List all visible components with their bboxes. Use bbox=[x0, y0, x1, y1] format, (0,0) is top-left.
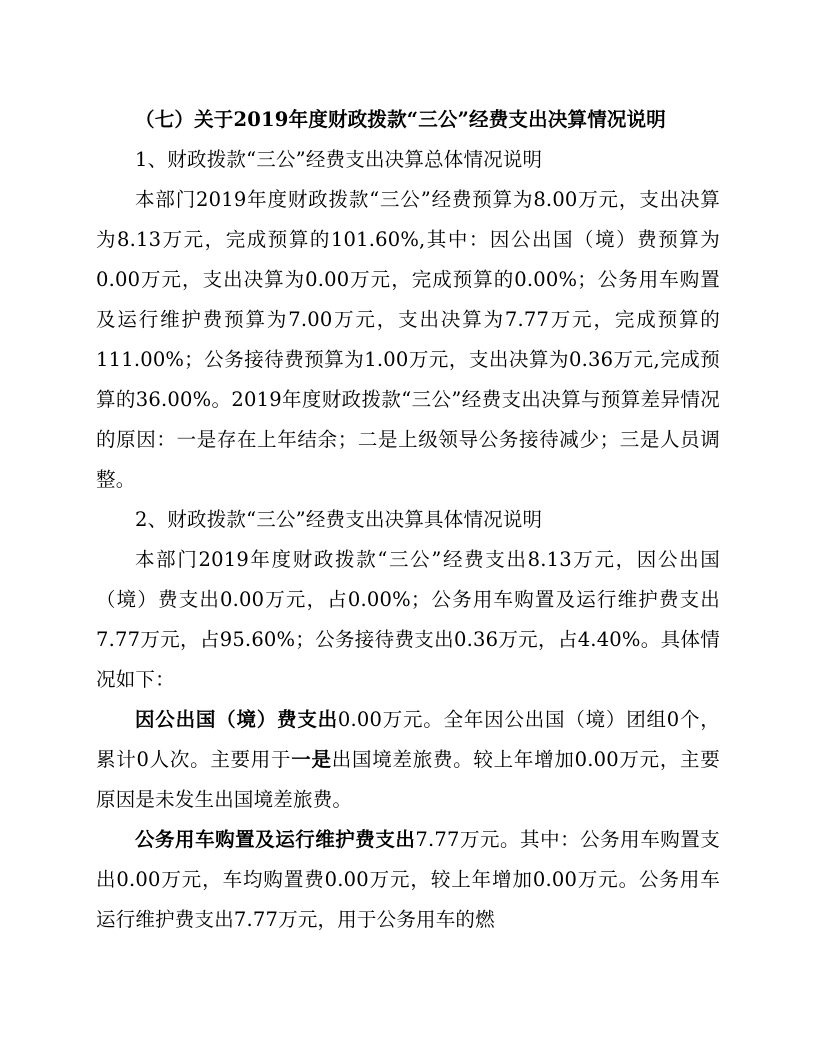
paragraph-vehicle-expense bbox=[96, 820, 720, 940]
document-body bbox=[96, 100, 720, 940]
abroad-expense-lead: 因公出国（境）费支出 bbox=[135, 708, 338, 731]
paragraph-abroad-expense bbox=[96, 700, 720, 820]
subsection-heading-2: 2、财政拨款“三公”经费支出决算具体情况说明 bbox=[135, 508, 543, 531]
abroad-expense-inline-bold: 一是 bbox=[291, 748, 332, 771]
subsection-heading-1: 1、财政拨款“三公”经费支出决算总体情况说明 bbox=[135, 148, 543, 171]
vehicle-expense-lead: 公务用车购置及运行维护费支出 bbox=[135, 828, 416, 851]
vehicle-expense-text: 7.77万元。其中：公务用车购置支出0.00万元，车均购置费0.00万元，较上年增加0.00万元。公务用车运行维护费支出7.77万元，用于公务用车的燃 bbox=[96, 828, 720, 931]
paragraph-detail-summary: 本部门2019年度财政拨款“三公”经费支出8.13万元，因公出国（境）费支出0.00万元，占0.00%；公务用车购置及运行维护费支出7.77万元，占95.60%；公务接待费支出0.36万元，占4.40%。具体情况如下： bbox=[96, 548, 720, 691]
abroad-expense-tail: 出国境差旅费。较上年增加0.00万元，主要原因是未发生出国境差旅费。 bbox=[96, 748, 720, 811]
section-heading: （七）关于2019年度财政拨款“三公”经费支出决算情况说明 bbox=[135, 108, 667, 131]
abroad-expense-text: 0.00万元。全年因公出国（境）团组0个，累计0人次。主要用于 bbox=[96, 708, 720, 771]
paragraph-overall-summary: 本部门2019年度财政拨款“三公”经费预算为8.00万元，支出决算为8.13万元，完成预算的101.60%,其中：因公出国（境）费预算为0.00万元，支出决算为0.00万元，完成预算的0.00%；公务用车购置及运行维护费预算为7.00万元，支出决算为7.77万元，完成预算的111.00%；公务接待费预算为1.00万元，支出决算为0.36万元,完成预算的36.00%。2019年度财政拨款“三公”经费支出决算与预算差异情况的原因：一是存在上年结余；二是上级领导公务接待减少；三是人员调整。 bbox=[96, 188, 720, 491]
